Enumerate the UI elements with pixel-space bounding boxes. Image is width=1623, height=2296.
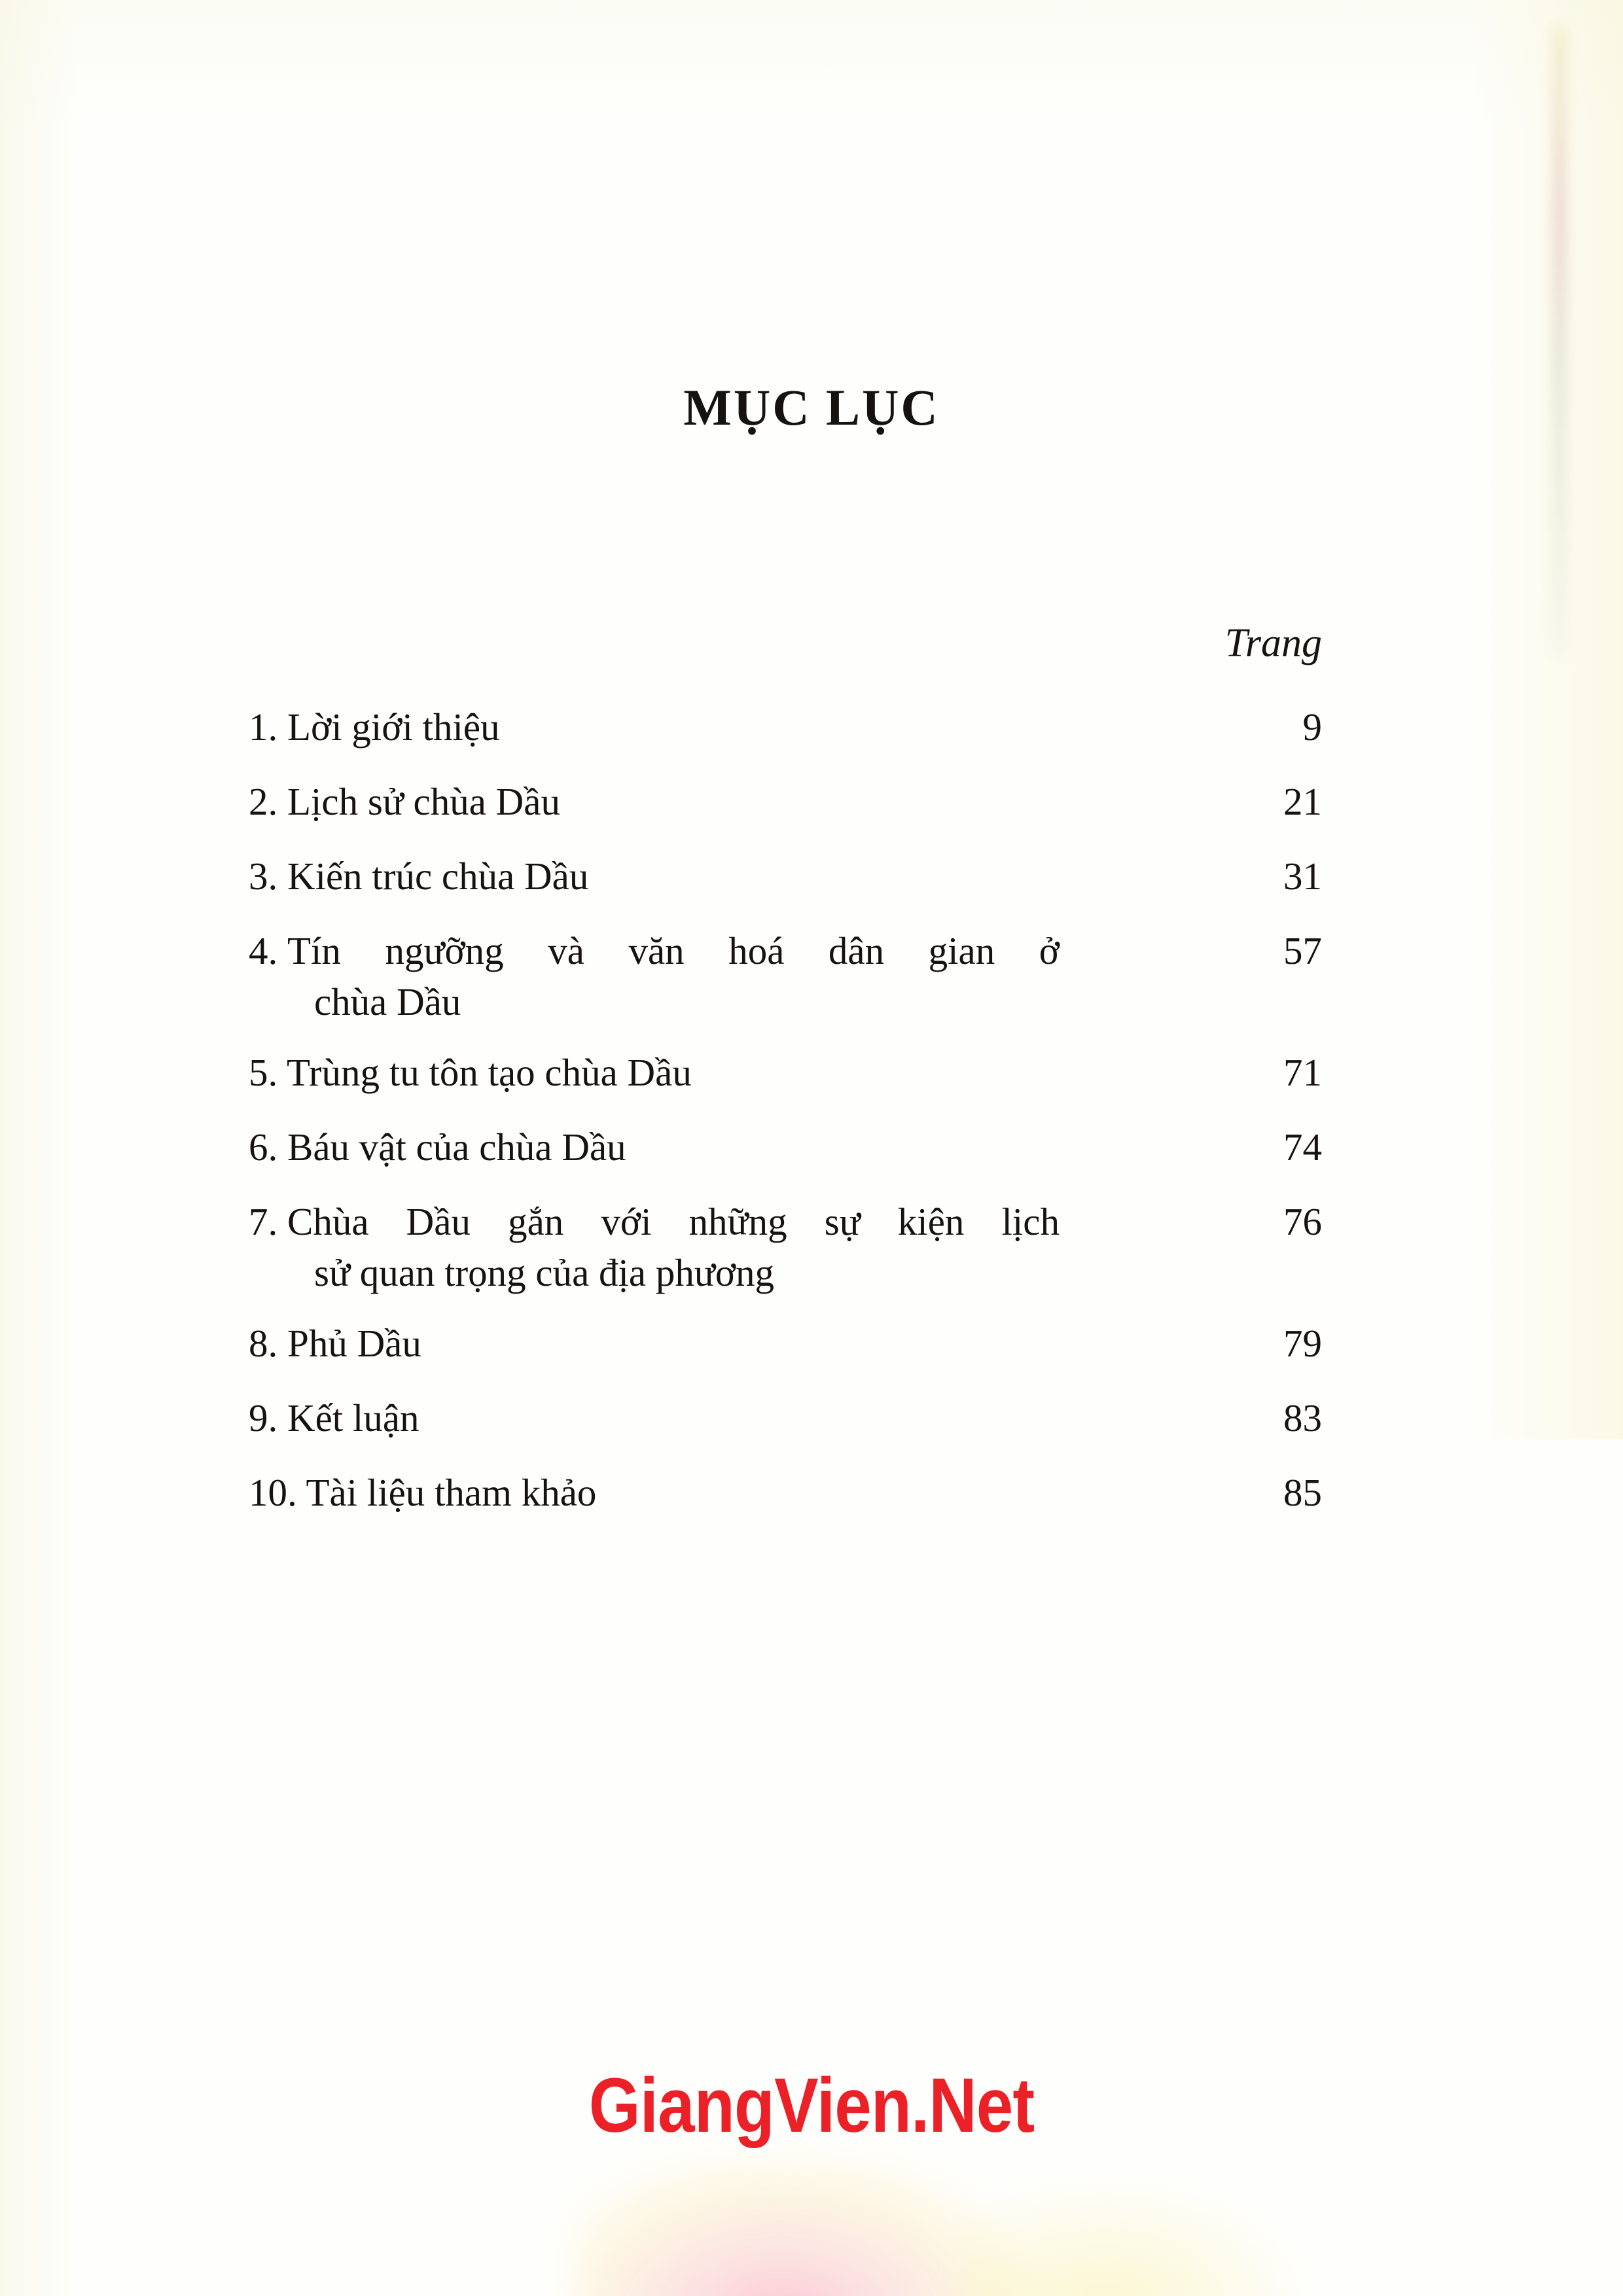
toc-entry[interactable]: [249, 925, 1322, 1027]
toc-entry-label: [249, 1122, 1152, 1173]
toc-entry-page-number: 31: [1283, 855, 1322, 898]
toc-entry[interactable]: [249, 701, 1322, 752]
toc-entry-page-number: 21: [1283, 780, 1322, 823]
toc-entry-label: [249, 1196, 1152, 1298]
toc-entry-number: 6.: [249, 1125, 278, 1169]
page-column-header: Trang: [1224, 621, 1322, 665]
scan-right-tint-artifact: [1472, 0, 1623, 1439]
toc-entry-text: Kiến trúc chùa Dầu: [287, 855, 589, 898]
toc-entry[interactable]: [249, 776, 1322, 827]
toc-entry-page-number: 57: [1283, 929, 1322, 972]
toc-entry-page-number: 85: [1283, 1471, 1322, 1514]
toc-entry-label: [249, 1318, 1152, 1369]
toc-entry-number: 9.: [249, 1396, 278, 1439]
toc-entry-label: [249, 1467, 1152, 1518]
toc-entry[interactable]: [249, 1318, 1322, 1369]
toc-entry-line-first: [249, 701, 1152, 752]
toc-entry-text: Tài liệu tham khảo: [306, 1471, 597, 1514]
table-of-contents: [249, 701, 1322, 1542]
toc-entry-line-first: [249, 1318, 1152, 1369]
toc-entry-line-first: [249, 851, 1152, 902]
toc-entry-page-number: 74: [1283, 1125, 1322, 1169]
scan-left-tint-artifact: [0, 0, 79, 2296]
toc-entry-text: Lịch sử chùa Dầu: [287, 780, 560, 823]
toc-entry[interactable]: [249, 1122, 1322, 1173]
scan-bottom-yellow-glow-artifact: [969, 2179, 1309, 2296]
scan-top-wash-artifact: [0, 0, 1623, 131]
toc-entry-number: 5.: [249, 1051, 278, 1094]
toc-entry-label: [249, 701, 1152, 752]
toc-entry-page-number: 79: [1283, 1322, 1322, 1365]
toc-entry-line-first: [249, 1122, 1152, 1173]
toc-entry[interactable]: [249, 851, 1322, 902]
toc-entry-label: [249, 925, 1152, 1027]
toc-entry-page-number: 71: [1283, 1051, 1322, 1094]
toc-entry-number: 2.: [249, 780, 278, 823]
toc-entry-line-first: [249, 1392, 1152, 1443]
toc-entry-number: 4.: [249, 929, 278, 972]
toc-entry-number: 1.: [249, 705, 278, 749]
toc-entry-number: 10.: [249, 1471, 297, 1514]
toc-entry-text: Kết luận: [287, 1396, 419, 1439]
toc-entry-text: Báu vật của chùa Dầu: [287, 1125, 626, 1169]
toc-entry[interactable]: [249, 1196, 1322, 1298]
toc-entry-page-number: 76: [1283, 1200, 1322, 1243]
toc-entry-line-first: [249, 925, 1152, 976]
toc-entry-label: [249, 851, 1152, 902]
toc-entry-text: Lời giới thiệu: [287, 705, 500, 749]
toc-entry-page-number: 83: [1283, 1396, 1322, 1439]
toc-entry-label: [249, 1047, 1152, 1098]
toc-entry-page-number: 9: [1302, 705, 1322, 749]
toc-entry-line-cont: chùa Dầu: [314, 980, 461, 1023]
site-watermark: GiangVien.Net: [588, 2062, 1035, 2149]
toc-entry-line-first: [249, 1196, 1152, 1247]
toc-entry-text: Phủ Dầu: [287, 1322, 421, 1365]
toc-entry[interactable]: [249, 1047, 1322, 1098]
toc-entry-line-cont: sử quan trọng của địa phương: [314, 1251, 775, 1294]
toc-entry-number: 3.: [249, 855, 278, 898]
toc-entry[interactable]: [249, 1392, 1322, 1443]
page-title: MỤC LỤC: [683, 379, 940, 436]
scan-bottom-pink-glow-artifact: [576, 2159, 1034, 2296]
toc-entry-number: 7.: [249, 1200, 278, 1243]
toc-entry-text: Tín ngưỡng và văn hoá dân gian ở: [287, 929, 1060, 972]
toc-entry[interactable]: [249, 1467, 1322, 1518]
toc-entry-label: [249, 776, 1152, 827]
toc-entry-line-first: [249, 1467, 1152, 1518]
scan-edge-streak-artifact: [1552, 26, 1567, 654]
toc-entry-number: 8.: [249, 1322, 278, 1365]
toc-entry-label: [249, 1392, 1152, 1443]
toc-entry-line-first: [249, 776, 1152, 827]
toc-entry-text: Chùa Dầu gắn với những sự kiện lịch: [287, 1200, 1060, 1243]
toc-entry-text: Trùng tu tôn tạo chùa Dầu: [286, 1051, 692, 1094]
toc-entry-line-first: [249, 1047, 1152, 1098]
